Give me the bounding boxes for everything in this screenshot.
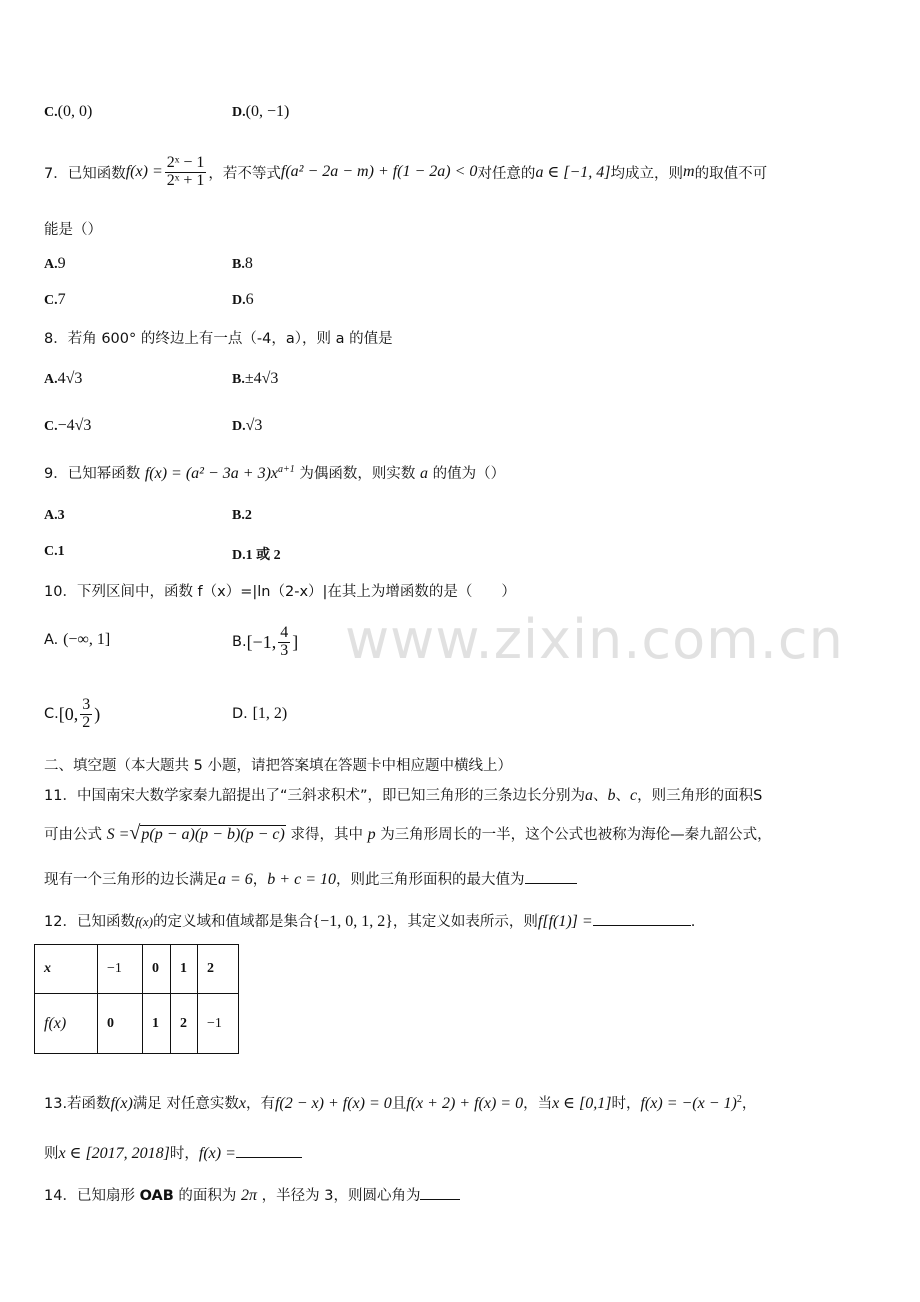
area-value: 2π (241, 1187, 258, 1204)
condition: x ∈ [2017, 2018] (58, 1145, 170, 1162)
table-row (35, 945, 239, 994)
option-label: D. (232, 419, 246, 434)
fraction-numerator: 4 (280, 623, 289, 641)
q10-option-a (44, 630, 110, 649)
q7-option-d (232, 290, 254, 309)
exponent: 2 (736, 1094, 742, 1106)
variable: a (584, 787, 593, 804)
equation: f(x + 2) + f(x) = 0 (406, 1095, 524, 1112)
option-value: −4√3 (57, 417, 92, 434)
q6-option-c (44, 102, 92, 121)
question-text: 满足 对任意实数 (132, 1096, 239, 1112)
option-label: B. (232, 257, 245, 272)
question-11-line2 (44, 822, 772, 845)
question-number: 7．已知函数 (44, 165, 126, 182)
function-name: f(x) (110, 1095, 133, 1112)
table-cell: 1 (143, 994, 171, 1054)
question-text: ，则此三角形面积的最大值为 (336, 872, 525, 888)
function-definition: f(x) = (125, 163, 163, 180)
watermark: www.zixin.com.cn (345, 608, 844, 671)
exponent: a+1 (278, 464, 295, 476)
q8-option-c (44, 416, 91, 435)
condition: a ∈ [−1, 4] (535, 164, 611, 181)
option-value: 9 (57, 255, 66, 272)
fraction-denominator: 3 (280, 641, 289, 659)
question-text: 的定义域和值域都是集合 (153, 914, 313, 930)
q10-option-d (232, 704, 287, 723)
variable: c (629, 787, 638, 804)
period: . (690, 914, 696, 930)
question-text: 现有一个三角形的边长满足 (44, 872, 218, 888)
question-12-stem (44, 910, 695, 931)
interval-start: [0, (58, 703, 79, 724)
table-cell: 2 (171, 994, 198, 1054)
question-11-line3 (44, 868, 577, 889)
question-text: 时， (611, 1096, 641, 1112)
option-label: D. (232, 706, 248, 722)
question-text: ，当 (523, 1096, 553, 1112)
fraction-numerator: 3 (82, 695, 91, 713)
option-value: 4√3 (57, 370, 83, 387)
table-cell: 1 (171, 945, 198, 994)
q10-option-b (232, 618, 298, 666)
answer-blank[interactable] (593, 913, 691, 926)
q9-option-d: D.1 或 2 (232, 548, 281, 563)
q10-option-c (44, 690, 100, 738)
table-cell: 2 (198, 945, 239, 994)
q9-option-b: B.2 (232, 508, 252, 523)
separator: 、 (592, 788, 608, 804)
definition-table (34, 944, 239, 1054)
table-cell: 0 (143, 945, 171, 994)
question-11-line1 (44, 784, 762, 805)
question-13-line2 (44, 1142, 302, 1163)
radical-sign: √ (129, 822, 141, 844)
question-text: 14．已知扇形 (44, 1188, 135, 1204)
condition: b + c = 10 (267, 871, 336, 888)
q7-option-b (232, 254, 253, 273)
question-number: 9．已知幂函数 (44, 466, 141, 482)
question-text: ，有 (245, 1096, 275, 1112)
table-cell: −1 (198, 994, 239, 1054)
question-text: 的面积为 (178, 1188, 237, 1204)
expression: f[f(1)] = (537, 913, 593, 930)
sector-name: OAB (139, 1188, 174, 1204)
option-label: B. (232, 372, 245, 387)
option-label: C. (44, 293, 58, 308)
q8-option-a (44, 369, 82, 388)
fraction-denominator: 2 (82, 713, 91, 731)
variable: b (607, 787, 616, 804)
option-value: (0, −1) (245, 103, 290, 120)
condition: x ∈ [0,1] (552, 1095, 612, 1112)
separator: 、 (615, 788, 630, 804)
fraction (278, 625, 290, 660)
equation: f(x) = −(x − 1) (640, 1095, 737, 1112)
question-9-stem (44, 462, 505, 483)
answer-blank[interactable] (525, 871, 577, 884)
q7-option-a (44, 254, 66, 273)
option-label: D. (232, 105, 246, 120)
option-value: √3 (245, 417, 263, 434)
question-14 (44, 1184, 460, 1205)
variable: a (419, 465, 428, 482)
question-text: 时， (169, 1146, 199, 1162)
condition: a = 6 (218, 871, 253, 888)
q8-option-b (232, 369, 278, 388)
question-text: ，则三角形的面积S (637, 788, 763, 804)
fraction (165, 155, 207, 190)
question-text: 且 (391, 1096, 407, 1112)
question-7-line2: 能是（） (44, 222, 102, 238)
question-13-line1 (44, 1092, 756, 1113)
option-value: 7 (57, 291, 66, 308)
power-function: f(x) = (a² − 3a + 3)x (144, 465, 278, 482)
fraction-numerator: 2ˣ − 1 (166, 153, 205, 171)
option-value: ±4√3 (244, 370, 279, 387)
question-text: 的取值不可 (694, 165, 768, 182)
question-text: 13.若函数 (44, 1096, 111, 1112)
question-text: ，半径为 3，则圆心角为 (261, 1188, 421, 1204)
option-label: D. (232, 293, 246, 308)
function-name: f(x) (134, 914, 153, 929)
inequality: f(a² − 2a − m) + f(1 − 2a) < 0 (280, 163, 478, 180)
question-text: 11．中国南宋大数学家秦九韶提出了“三斜求积术”，即已知三角形的三条边长分别为 (44, 788, 585, 804)
option-label: C. (44, 419, 58, 434)
question-text: ，其定义如表所示，则 (392, 914, 538, 930)
table-cell: 0 (98, 994, 143, 1054)
variable: p (367, 826, 376, 843)
option-label: C. (44, 105, 58, 120)
set: {−1, 0, 1, 2} (312, 913, 393, 930)
option-label: A. (44, 257, 58, 272)
option-value: (−∞, 1] (63, 631, 111, 648)
separator: ， (252, 872, 268, 888)
question-text: 为三角形周长的一半，这个公式也被称为海伦—秦九韶公式， (380, 827, 772, 843)
question-text: 对任意的 (477, 165, 536, 182)
question-text: 为偶函数，则实数 (299, 466, 416, 482)
question-text: 求得，其中 (290, 827, 363, 843)
q9-option-c: C.1 (44, 544, 65, 559)
interval-end: ) (94, 703, 101, 724)
option-value: [1, 2) (252, 705, 288, 722)
option-label: A. (44, 632, 59, 648)
answer-blank[interactable] (236, 1145, 302, 1158)
variable: m (683, 163, 695, 180)
interval-end: ] (292, 631, 299, 652)
option-value: 8 (244, 255, 253, 272)
fraction-denominator: 2ˣ + 1 (166, 171, 205, 189)
option-value: 6 (245, 291, 254, 308)
option-label: A. (44, 372, 58, 387)
option-label: C. (44, 706, 59, 722)
table-header-cell: x (35, 945, 98, 994)
q7-option-c (44, 290, 66, 309)
q6-option-d (232, 102, 289, 121)
table-header-cell: f(x) (35, 994, 98, 1054)
table-cell: −1 (98, 945, 143, 994)
q8-option-d (232, 416, 262, 435)
question-10-stem: 10．下列区间中，函数 f（x）=|ln（2-x）|在其上为增函数的是（ ） (44, 584, 516, 600)
formula-lhs: S = (106, 826, 130, 843)
section-heading: 二、填空题（本大题共 5 小题，请把答案填在答题卡中相应题中横线上） (44, 758, 512, 774)
equation: f(2 − x) + f(x) = 0 (274, 1095, 392, 1112)
formula-radicand: p(p − a)(p − b)(p − c) (141, 826, 285, 843)
question-text: 的值为（） (432, 466, 506, 482)
interval-start: [−1, (246, 631, 277, 652)
question-text: ， (741, 1096, 757, 1112)
question-text: 则 (44, 1146, 59, 1162)
question-text: 均成立，则 (610, 165, 684, 182)
table-row (35, 994, 239, 1054)
question-text: ，若不等式 (208, 165, 281, 182)
variable: x (238, 1095, 246, 1112)
fraction (80, 697, 92, 732)
expression: f(x) = (198, 1145, 236, 1162)
option-value: (0, 0) (57, 103, 93, 120)
question-8-stem: 8．若角 600° 的终边上有一点（-4，a），则 a 的值是 (44, 331, 393, 347)
question-text: 可由公式 (44, 827, 102, 843)
answer-blank[interactable] (420, 1187, 460, 1200)
question-number: 12．已知函数 (44, 914, 135, 930)
q9-option-a: A.3 (44, 508, 65, 523)
option-label: B. (232, 634, 247, 650)
question-7-line1 (44, 152, 767, 192)
